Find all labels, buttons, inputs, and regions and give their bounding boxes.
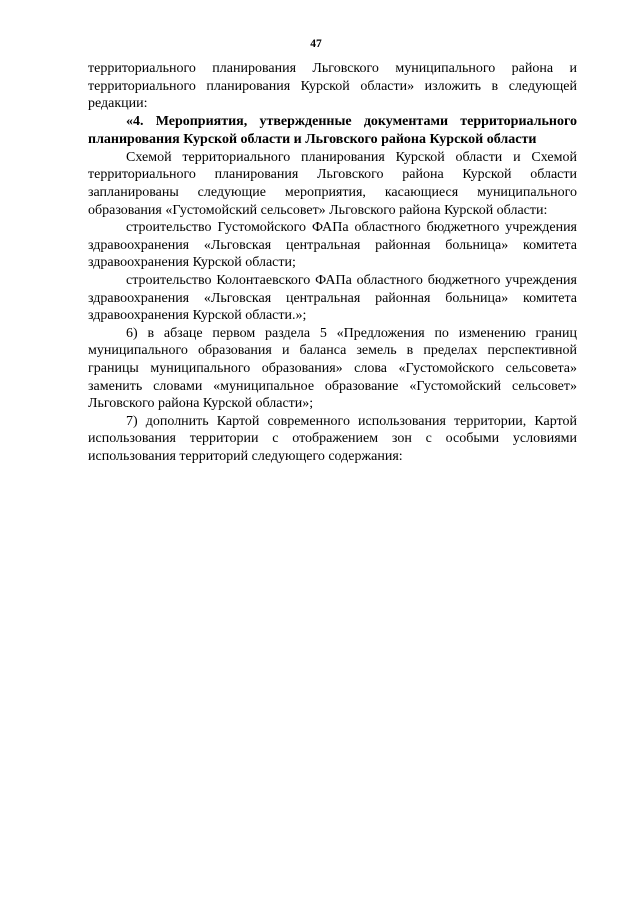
page-number: 47 [310,38,322,50]
paragraph-item-gustomoy-fap: строительство Густомойского ФАПа областного бюджетного учреждения здравоохранения «Льговская центральная районная больница» комитета здравоохранения Курской области; [88,220,577,271]
paragraph-continuation: территориального планирования Льговского муниципального района и территориального планирования Курской области» изложить в следующей редакции: [88,61,577,112]
paragraph-scheme-intro: Схемой территориального планирования Курской области и Схемой территориального планирования Льговского района Курской области запланированы следующие мероприятия, касающиеся муниципального образования «Густомойский сельсовет» Льговского района Курской области: [88,149,577,218]
paragraph-amendment-7: 7) дополнить Картой современного использования территории, Картой использования территории с отображением зон с особыми условиями использования территорий следующего содержания: [88,413,577,464]
document-body [88,60,577,465]
paragraph-amendment-6: 6) в абзаце первом раздела 5 «Предложения по изменению границ муниципального образования и баланса земель в пределах перспективной границы муниципального образования» слова «Густомойского сельсовета» заменить словами «муниципальное образование «Густомойский сельсовет» Льговского района Курской области»; [88,325,577,412]
section-heading: «4. Мероприятия, утвержденные документами территориального планирования Курской области и Льговского района Курской области [88,113,577,147]
paragraph-item-kolontaev-fap: строительство Колонтаевского ФАПа областного бюджетного учреждения здравоохранения «Льговская центральная районная больница» комитета здравоохранения Курской области.»; [88,272,577,324]
